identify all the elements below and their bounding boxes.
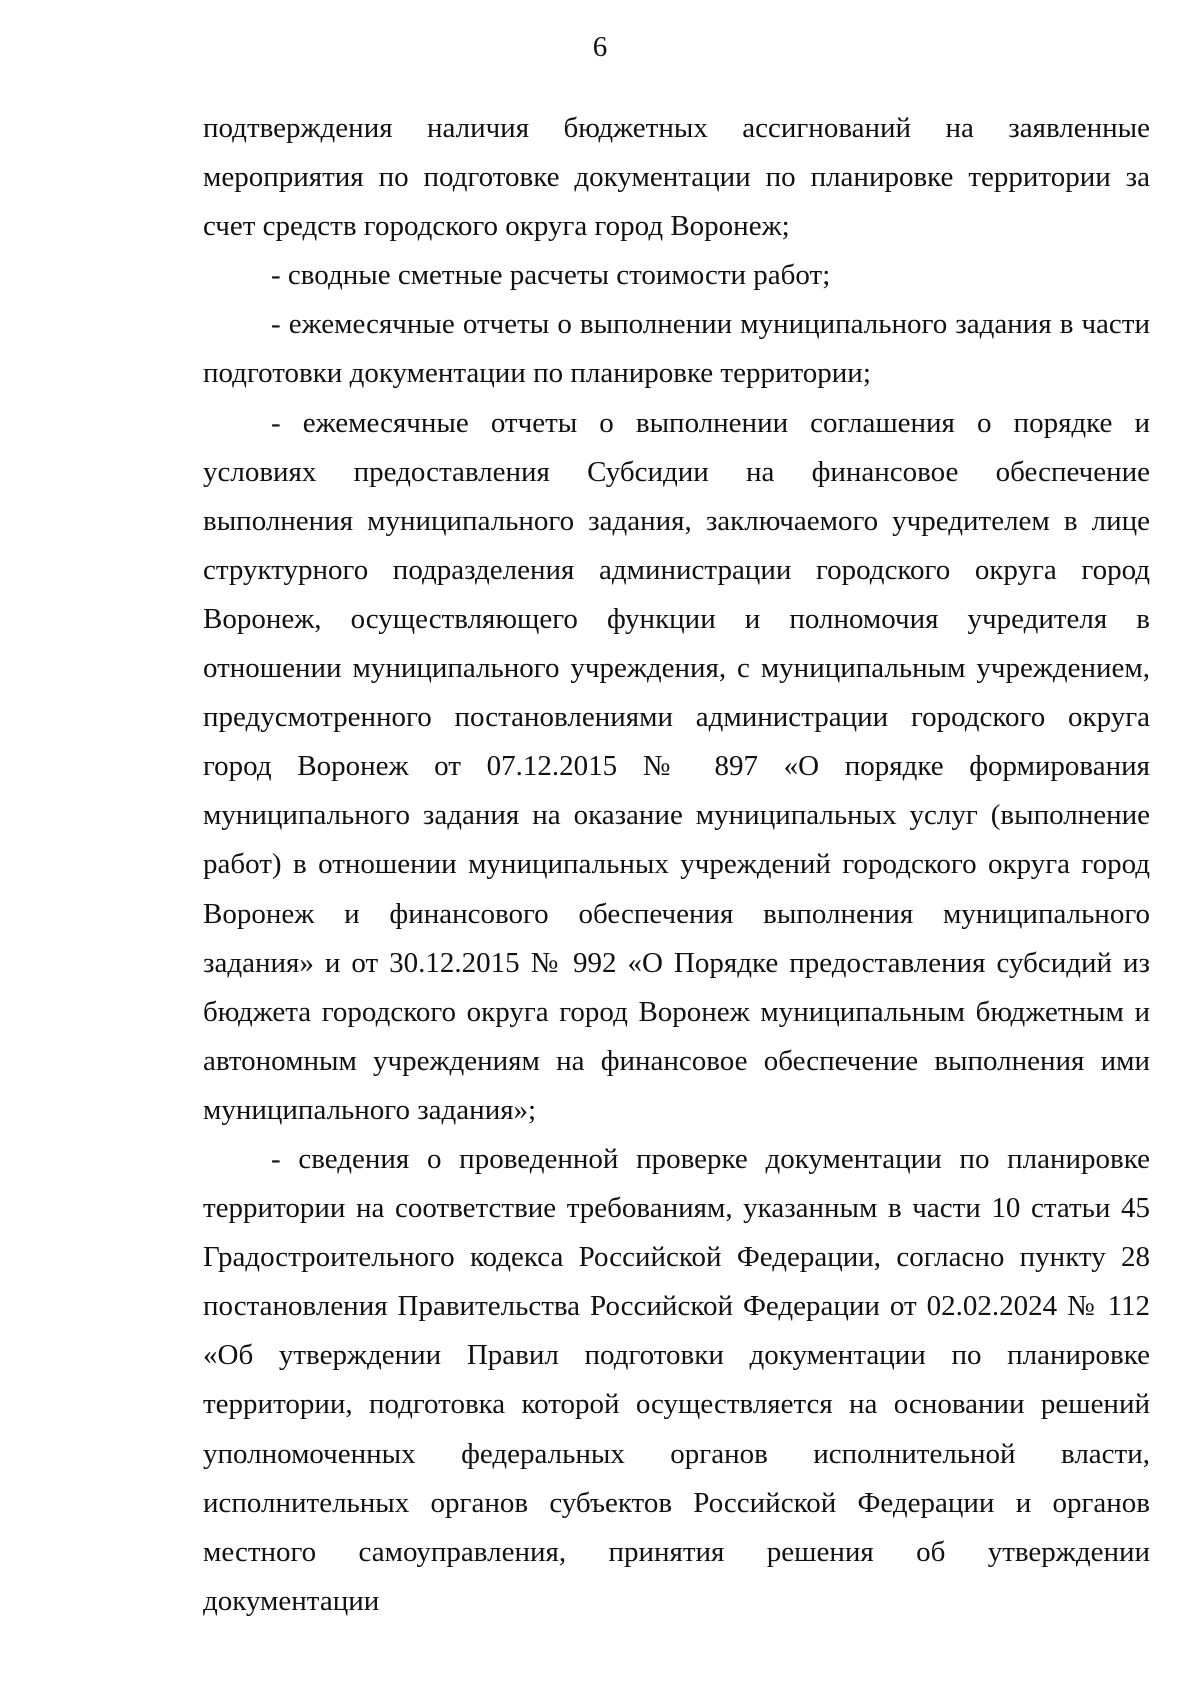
page-number: 6 — [592, 31, 608, 63]
list-item-inspection-info: - сведения о проведенной проверке документации по планировке территории на соответствие требованиям, указанным в части 10 статьи 45 Градостроительного кодекса Российской Федерации, согласно пункту 28 постановления Правительства Российской Федерации от 02.02.2024 № 112 «Об утверждении Правил подготовки документации по планировке территории, подготовка которой осуществляется на основании решений уполномоченных федеральных органов исполнительной власти, исполнительных органов субъектов Российской Федерации и органов местного самоуправления, принятия решения об утверждении документации — [203, 1142, 1150, 1617]
document-body — [203, 104, 1150, 1626]
list-item-monthly-agreement-reports: - ежемесячные отчеты о выполнении соглашения о порядке и условиях предоставления Субсидии на финансовое обеспечение выполнения муниципального задания, заключаемого учредителем в лице структурного подразделения администрации городского округа город Воронеж, осуществляющего функции и полномочия учредителя в отношении муниципального учреждения, с муниципальным учреждением, предусмотренного постановлениями администрации городского округа город Воронеж от 07.12.2015 № 897 «О порядке формирования муниципального задания на оказание муниципальных услуг (выполнение работ) в отношении муниципальных учреждений городского округа город Воронеж и финансового обеспечения выполнения муниципального задания» и от 30.12.2015 № 992 «О Порядке предоставления субсидий из бюджета городского округа город Воронеж муниципальным бюджетным и автономным учреждениям на финансовое обеспечение выполнения ими муниципального задания»; — [203, 406, 1150, 1126]
list-item-estimates: - сводные сметные расчеты стоимости работ; — [271, 259, 831, 292]
paragraph-continuation: подтверждения наличия бюджетных ассигнований на заявленные мероприятия по подготовке документации по планировке территории за счет средств городского округа город Воронеж; — [203, 112, 1150, 243]
list-item-monthly-task-reports: - ежемесячные отчеты о выполнении муниципального задания в части подготовки документации по планировке территории; — [203, 308, 1150, 390]
